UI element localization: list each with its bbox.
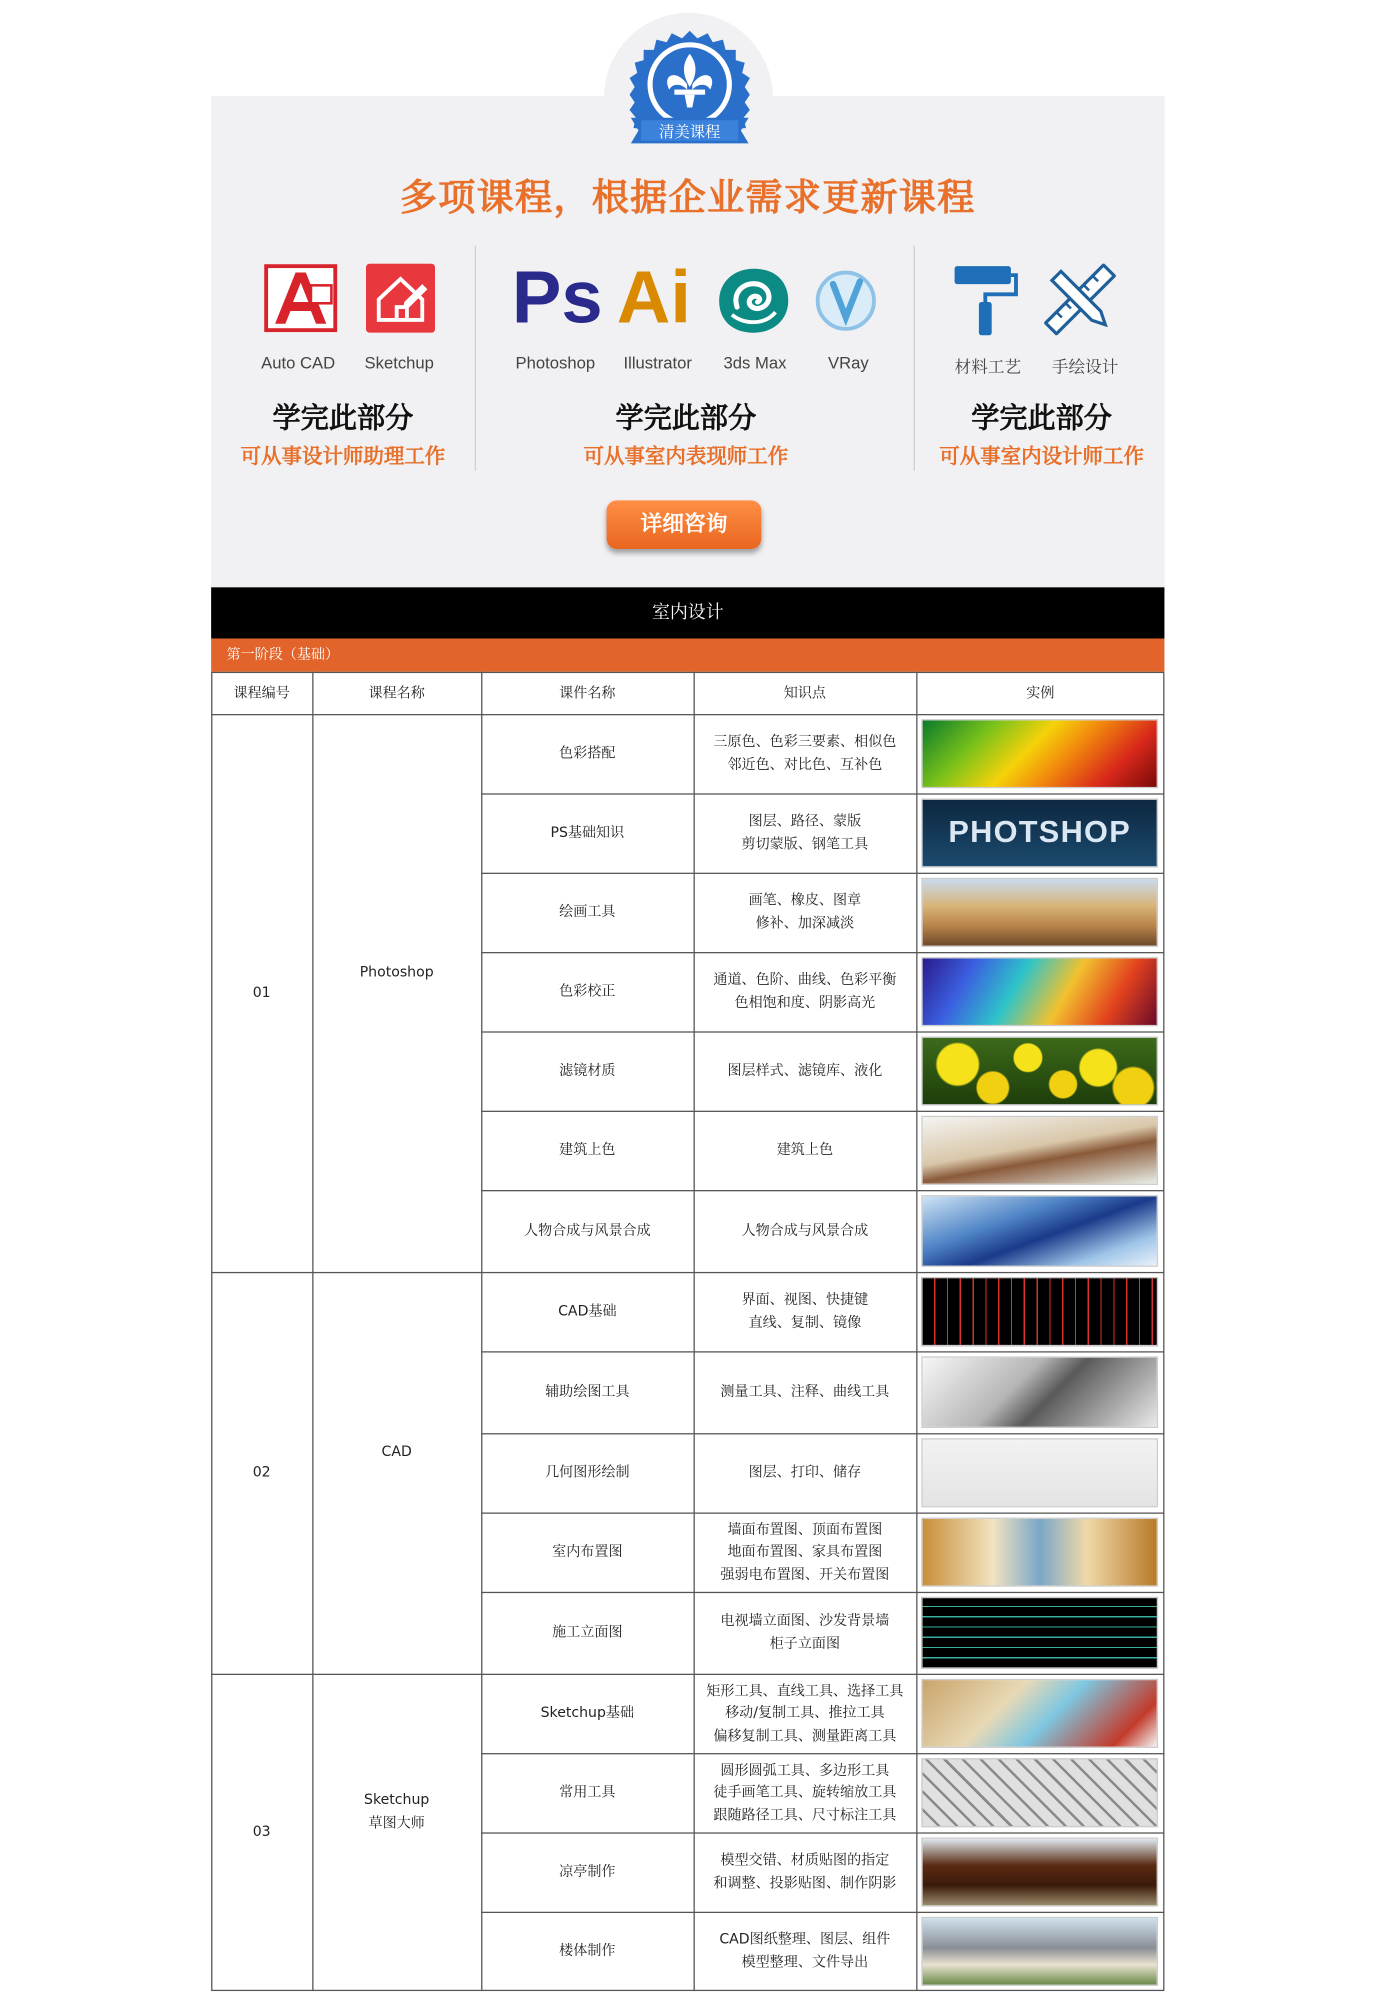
consult-button[interactable]: 详细咨询 (607, 500, 762, 549)
example-image (921, 1838, 1158, 1907)
column-title: 学完此部分 (272, 403, 414, 436)
lesson-cell: 绘画工具 (559, 903, 616, 921)
software-label-photoshop: Photoshop (515, 353, 596, 373)
header-cell-id: 课程编号 (233, 684, 290, 701)
knowledge-points-cell: 建筑上色 (776, 1141, 834, 1159)
lesson-cell: 色彩搭配 (559, 744, 616, 762)
knowledge-points-cell: 电视墙立面图、沙发背景墙 柜子立面图 (720, 1612, 890, 1652)
software-label-sketchup: Sketchup (364, 353, 434, 373)
knowledge-points-cell: 圆形圆弧工具、多边形工具 徒手画笔工具、旋转缩放工具 跟随路径工具、尺寸标注工具 (713, 1761, 897, 1824)
knowledge-points-cell: 图层、打印、储存 (748, 1464, 862, 1481)
example-image (921, 1195, 1158, 1267)
software-label-illustrator: Illustrator (623, 353, 692, 373)
3dsmax-icon (714, 264, 793, 338)
lesson-cell: 建筑上色 (559, 1141, 616, 1159)
software-label-hand-drawing: 手绘设计 (1051, 357, 1119, 377)
knowledge-points-cell: 界面、视图、快捷键 直线、复制、镜像 (741, 1291, 869, 1331)
example-image (921, 1036, 1158, 1105)
lesson-cell: 色彩校正 (559, 982, 616, 1000)
course-id-cell: 01 (252, 984, 271, 1001)
paint-roller-icon (952, 261, 1021, 338)
lesson-cell: 几何图形绘制 (545, 1464, 630, 1481)
example-image (921, 878, 1158, 947)
photoshop-icon: Ps (511, 255, 603, 340)
example-image (921, 719, 1158, 788)
software-label-autocad: Auto CAD (261, 353, 336, 373)
header-cell-points: 知识点 (783, 684, 826, 701)
column-title: 学完此部分 (971, 403, 1112, 436)
course-id-cell: 03 (252, 1823, 271, 1841)
course-id-cell: 02 (252, 1464, 271, 1481)
table-title: 室内设计 (211, 587, 1164, 638)
sketchup-icon (366, 264, 435, 333)
lesson-cell: 凉亭制作 (559, 1863, 616, 1880)
lesson-cell: 室内布置图 (552, 1543, 623, 1561)
lesson-cell: 滤镜材质 (559, 1062, 616, 1079)
knowledge-points-cell: 图层、路径、蒙版 剪切蒙版、钢笔工具 (741, 813, 869, 853)
lesson-cell: 常用工具 (559, 1784, 616, 1801)
badge-text: 清美课程 (659, 122, 721, 141)
software-label-vray: VRay (828, 353, 869, 373)
knowledge-points-cell: CAD图纸整理、图层、组件 模型整理、文件导出 (719, 1931, 891, 1971)
knowledge-points-cell: 模型交错、材质贴图的指定 和调整、投影贴图、制作阴影 (713, 1852, 897, 1892)
lesson-cell: 楼体制作 (559, 1942, 616, 1960)
header-cell-lesson: 课件名称 (559, 684, 616, 701)
column-divider (475, 246, 476, 471)
knowledge-points-cell: 三原色、色彩三要素、相似色 邻近色、对比色、互补色 (713, 733, 897, 773)
example-image (921, 957, 1158, 1026)
example-image (921, 1518, 1158, 1587)
knowledge-points-cell: 矩形工具、直线工具、选择工具 移动/复制工具、推拉工具 偏移复制工具、测量距离工具 (706, 1682, 904, 1744)
course-name-cell: CAD (381, 1443, 412, 1461)
column-title: 学完此部分 (615, 403, 757, 436)
column-subtitle: 可从事设计师助理工作 (240, 444, 446, 469)
example-image (921, 1356, 1158, 1428)
lesson-cell: PS基础知识 (550, 824, 625, 841)
software-label-material: 材料工艺 (954, 357, 1022, 377)
knowledge-points-cell: 画笔、橡皮、图章 修补、加深减淡 (748, 892, 862, 932)
knowledge-points-cell: 人物合成与风景合成 (741, 1222, 869, 1239)
example-image (921, 1277, 1158, 1346)
knowledge-points-cell: 测量工具、注释、曲线工具 (720, 1383, 890, 1401)
lesson-cell: CAD基础 (558, 1302, 617, 1320)
example-image: PHOTSHOP (921, 798, 1158, 867)
vray-icon (814, 266, 878, 335)
headline: 多项课程，根据企业需求更新课程 (399, 175, 976, 219)
table-rule (916, 672, 917, 1991)
example-image (921, 1679, 1158, 1748)
autocad-icon (262, 262, 339, 334)
lesson-cell: Sketchup基础 (540, 1704, 635, 1722)
knowledge-points-cell: 墙面布置图、顶面布置图 地面布置图、家具布置图 强弱电布置图、开关布置图 (720, 1520, 890, 1583)
example-image (921, 1597, 1158, 1669)
example-image (921, 1438, 1158, 1507)
example-image (921, 1917, 1158, 1986)
course-name-cell: Sketchup 草图大师 (364, 1791, 430, 1832)
pencil-ruler-icon (1044, 264, 1116, 336)
fleur-de-lis-badge-icon (621, 28, 759, 161)
header-cell-example: 实例 (1026, 684, 1055, 701)
lesson-cell: 人物合成与风景合成 (523, 1222, 651, 1239)
software-label-3dsmax: 3ds Max (723, 353, 787, 373)
header-cell-course: 课程名称 (368, 684, 425, 701)
column-divider (914, 246, 915, 471)
knowledge-points-cell: 通道、色阶、曲线、色彩平衡 色相饱和度、阴影高光 (713, 971, 897, 1011)
stage-label: 第一阶段（基础） (211, 639, 1164, 672)
lesson-cell: 辅助绘图工具 (545, 1383, 630, 1401)
column-subtitle: 可从事室内设计师工作 (939, 444, 1144, 469)
lesson-cell: 施工立面图 (552, 1624, 623, 1641)
course-name-cell: Photoshop (359, 963, 434, 981)
knowledge-points-cell: 图层样式、滤镜库、液化 (727, 1062, 883, 1079)
example-image (921, 1116, 1158, 1185)
illustrator-icon: Ai (616, 255, 691, 340)
example-image (921, 1758, 1158, 1827)
column-subtitle: 可从事室内表现师工作 (583, 444, 789, 469)
